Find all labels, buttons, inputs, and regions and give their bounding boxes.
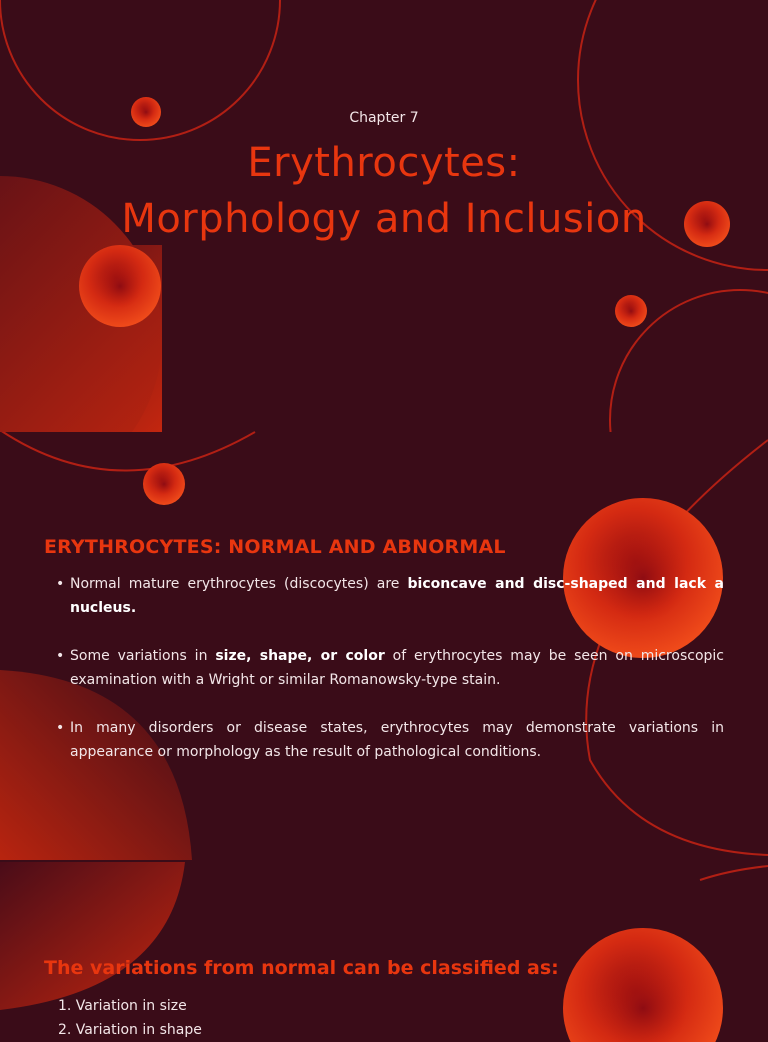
section-heading: ERYTHROCYTES: NORMAL AND ABNORMAL <box>44 536 506 558</box>
bullet-item <box>56 716 724 764</box>
bullet-item <box>56 572 724 620</box>
classification-item: 1. Variation in size <box>58 998 187 1014</box>
red-blood-cell <box>79 245 161 327</box>
title-line-2: Morphology and Inclusion <box>121 196 647 242</box>
classification-item: 2. Variation in shape <box>58 1022 202 1038</box>
red-blood-cell <box>615 295 647 327</box>
bullet-text: Some variations in <box>70 648 216 664</box>
orbit-line <box>700 866 768 880</box>
bullet-dot: • <box>56 576 65 592</box>
orbit-line <box>0 430 255 471</box>
classification-heading: The variations from normal can be classified as: <box>44 957 559 979</box>
classification-list <box>58 994 202 1042</box>
bullet-emphasis: size, shape, or color <box>215 648 385 664</box>
red-blood-cell <box>143 463 185 505</box>
gradient-blob <box>0 862 185 1010</box>
bullet-dot: • <box>56 720 65 736</box>
bullet-text: Normal mature erythrocytes (discocytes) are <box>70 576 408 592</box>
bullet-dot: • <box>56 648 65 664</box>
bullet-text-continued: of erythrocytes may be seen on microscopic examination with a Wright or similar Romanowsky-type stain. <box>70 648 724 688</box>
bullet-emphasis: biconcave and disc-shaped and lack a nucleus. <box>70 576 724 616</box>
bullet-list <box>56 572 724 788</box>
chapter-label: Chapter 7 <box>349 110 419 126</box>
bullet-item <box>56 644 724 692</box>
page-title <box>0 135 768 247</box>
title-line-1: Erythrocytes: <box>247 140 521 186</box>
bullet-text: In many disorders or disease states, erythrocytes may demonstrate variations in appearance or morphology as the result of pathological conditions. <box>70 720 724 760</box>
red-blood-cell <box>563 928 723 1042</box>
